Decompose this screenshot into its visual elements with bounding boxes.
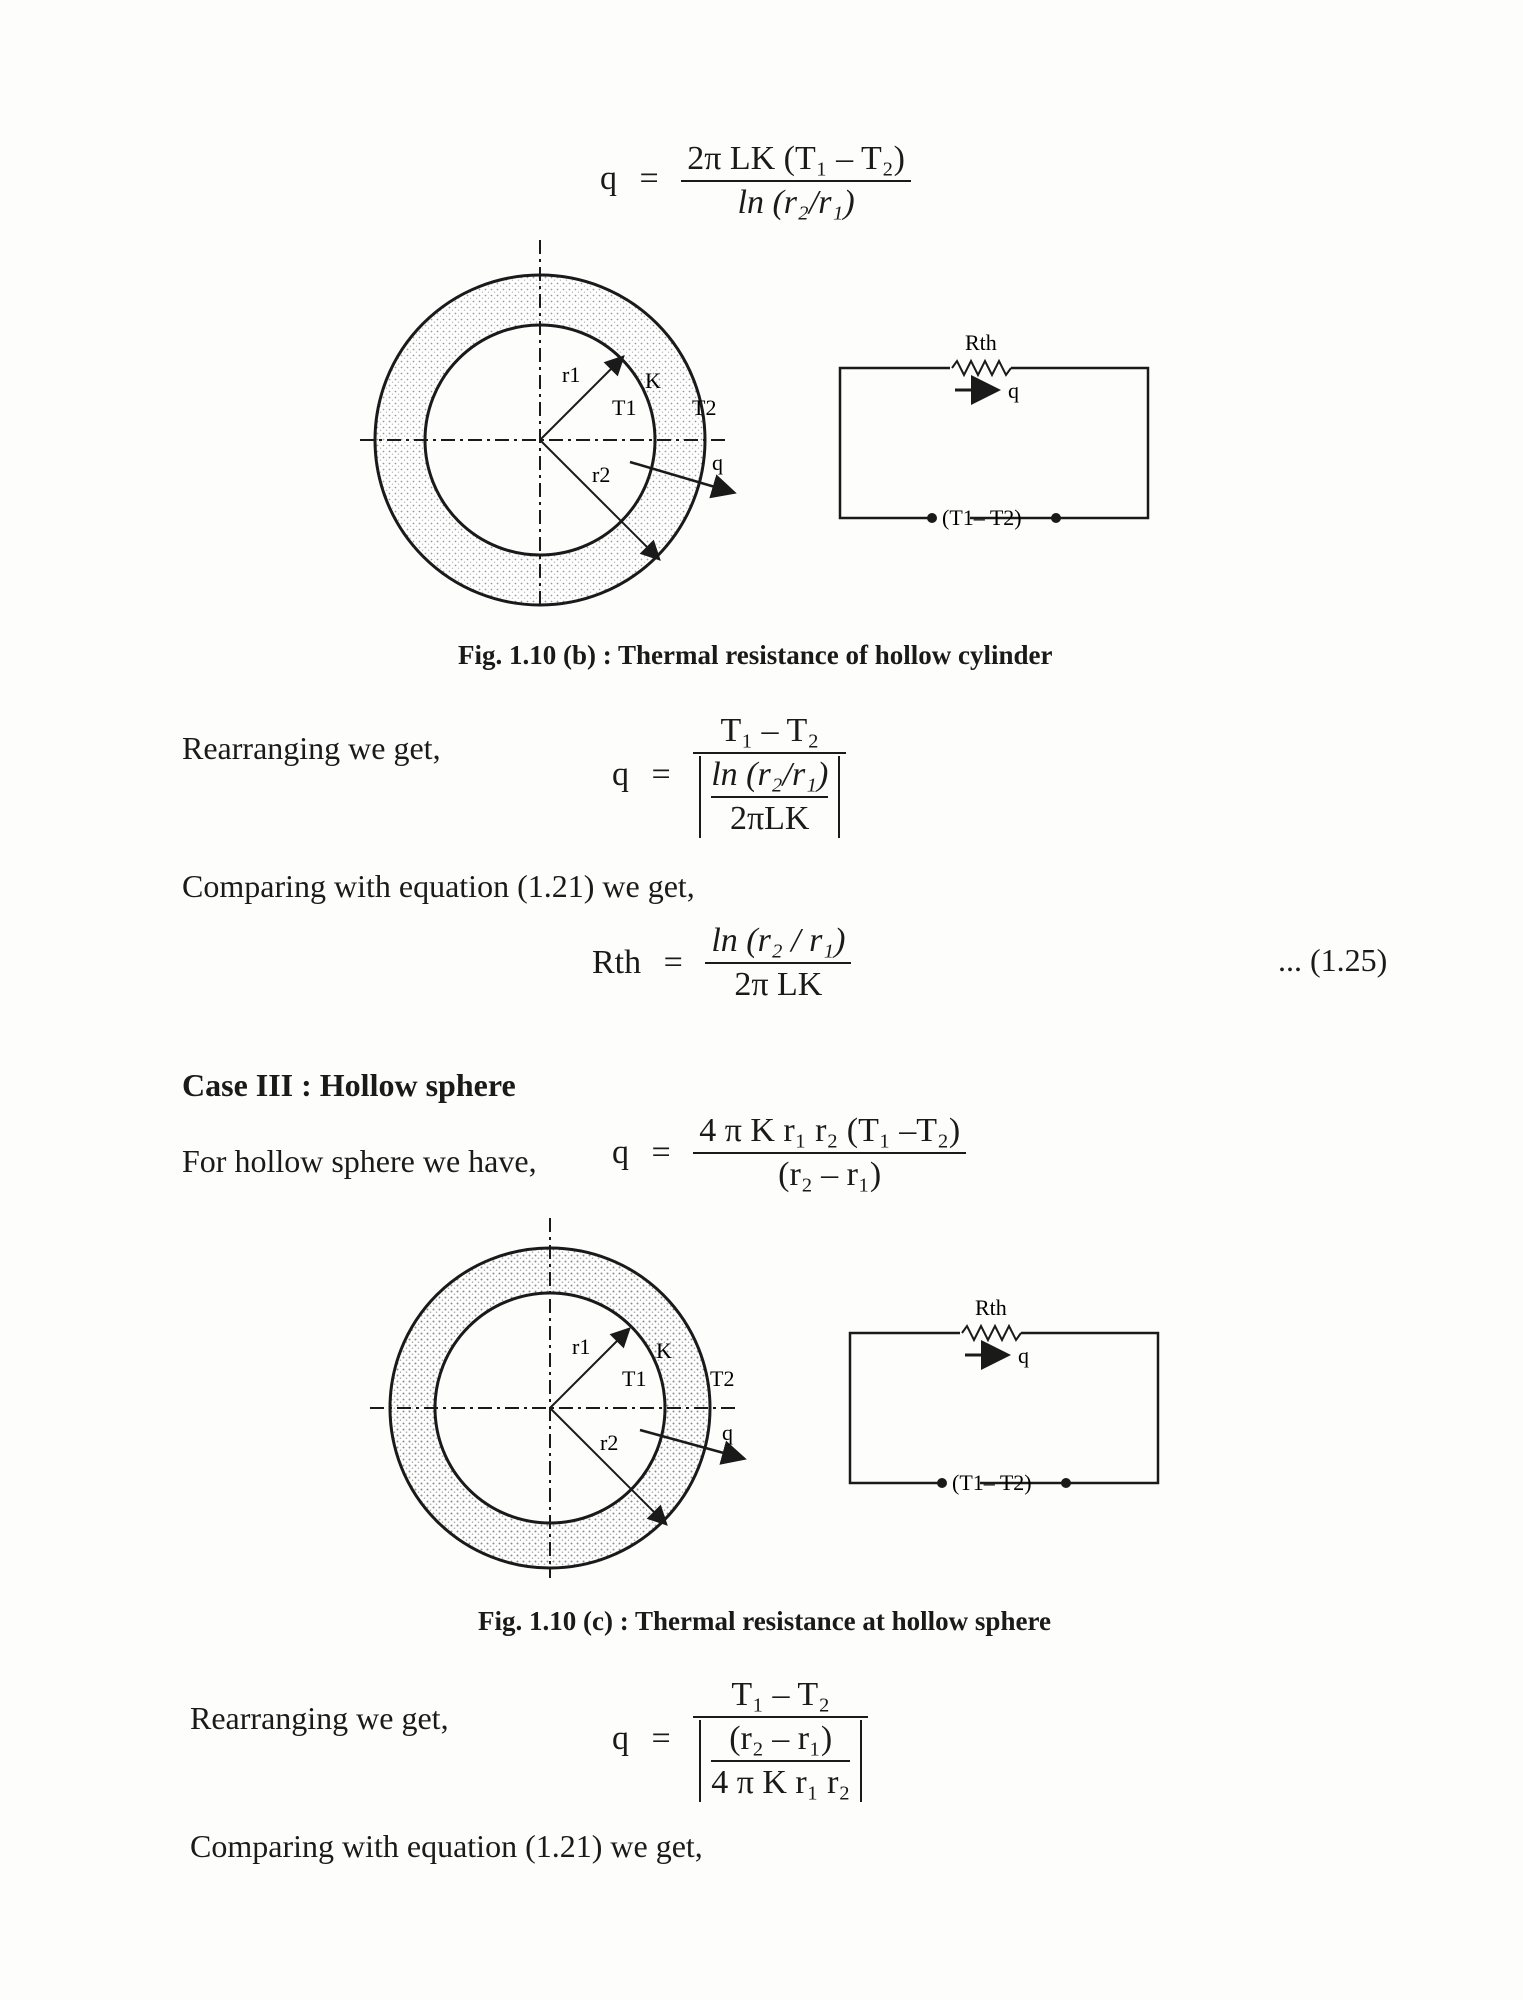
dt-label: (T1– T2)	[952, 1470, 1032, 1495]
rearranging-text-1: Rearranging we get,	[182, 730, 441, 766]
eq-sign: =	[651, 1134, 671, 1171]
eq-lhs: q	[612, 1720, 629, 1757]
inner-numerator: ln (r₂/r₁)	[711, 756, 828, 798]
q-label: q	[722, 1420, 733, 1445]
k-label: K	[645, 368, 661, 393]
r2-label: r2	[600, 1430, 619, 1455]
terminal-dot-right	[1061, 1478, 1071, 1488]
circuit-q-label: q	[1008, 378, 1019, 403]
eq-sign: =	[639, 159, 659, 197]
eq-denominator	[693, 754, 846, 838]
bracketed-term	[699, 756, 840, 838]
inner-denominator: 4 π K r₁ r₂	[711, 1764, 851, 1801]
eq-lhs: Rth	[592, 944, 642, 981]
eq-denominator	[693, 1718, 868, 1802]
eq-sign: =	[651, 1720, 671, 1757]
terminal-dot-left	[937, 1478, 947, 1488]
t2-label: T2	[692, 395, 717, 420]
terminal-dot-right	[1051, 513, 1061, 523]
r1-label: r1	[562, 362, 581, 387]
eq-denominator: 2π LK	[734, 966, 823, 1003]
eq-lhs: q	[612, 1134, 629, 1171]
k-label: K	[656, 1338, 672, 1363]
resistor-symbol	[962, 1326, 1021, 1340]
fig-c-diagram	[360, 1218, 1180, 1578]
comparing-text-2: Comparing with equation (1.21) we get,	[190, 1828, 703, 1864]
eq-lhs: q	[612, 756, 629, 793]
rth-cylinder-equation	[592, 922, 851, 1004]
inner-denominator: 2πLK	[730, 800, 810, 837]
circuit-wire-left	[840, 368, 950, 410]
equation-number-1-25: ... (1.25)	[1278, 942, 1388, 978]
eq-numerator: 2π LK (T₁ – T₂)	[681, 140, 911, 182]
sphere-cross-section	[370, 1218, 742, 1578]
eq-fraction	[705, 922, 851, 1004]
circuit-wire-bottom	[850, 1378, 942, 1483]
comparing-text-1: Comparing with equation (1.21) we get,	[182, 868, 695, 904]
eq-sign: =	[663, 944, 683, 981]
eq-fraction	[681, 140, 911, 222]
eq-denominator: (r₂ – r₁)	[778, 1156, 882, 1193]
t2-label: T2	[710, 1366, 735, 1391]
hollow-sphere-text: For hollow sphere we have,	[182, 1143, 537, 1179]
eq-numerator: T₁ – T₂	[693, 712, 846, 754]
circuit-wire-bottom	[840, 410, 932, 518]
dt-label: (T1– T2)	[942, 505, 1022, 530]
rearranged-equation-2	[612, 1676, 868, 1802]
rth-label: Rth	[965, 330, 997, 355]
thermal-circuit-b	[840, 330, 1148, 530]
eq-fraction	[693, 1676, 868, 1802]
eq-fraction	[693, 1112, 966, 1194]
sphere-heat-equation	[612, 1112, 966, 1194]
eq-numerator: 4 π K r₁ r₂ (T₁ –T₂)	[693, 1112, 966, 1154]
eq-denominator: ln (r₂/r₁)	[737, 184, 855, 221]
t1-label: T1	[612, 395, 637, 420]
case-iii-heading: Case III : Hollow sphere	[182, 1067, 516, 1103]
fig-b-diagram	[340, 240, 1180, 610]
circuit-q-label: q	[1018, 1343, 1029, 1368]
r1-label: r1	[572, 1334, 591, 1359]
fig-c-caption: Fig. 1.10 (c) : Thermal resistance at hollow sphere	[478, 1606, 1051, 1636]
eq-lhs: q	[600, 159, 617, 197]
bracketed-term	[699, 1720, 862, 1802]
rearranged-equation-1	[612, 712, 846, 838]
cylinder-heat-equation	[600, 140, 911, 222]
inner-numerator: (r₂ – r₁)	[711, 1720, 850, 1762]
thermal-circuit-c	[850, 1295, 1158, 1495]
eq-fraction	[693, 712, 846, 838]
resistor-symbol	[952, 361, 1011, 375]
q-label: q	[712, 450, 723, 475]
terminal-dot-left	[927, 513, 937, 523]
fig-b-caption: Fig. 1.10 (b) : Thermal resistance of hollow cylinder	[458, 640, 1053, 670]
t1-label: T1	[622, 1366, 647, 1391]
circuit-wire-right	[980, 1333, 1158, 1483]
rth-label: Rth	[975, 1295, 1007, 1320]
rearranging-text-2: Rearranging we get,	[190, 1700, 449, 1736]
r2-label: r2	[592, 462, 611, 487]
eq-sign: =	[651, 756, 671, 793]
circuit-wire-left	[850, 1333, 960, 1378]
eq-numerator: T₁ – T₂	[693, 1676, 868, 1718]
circuit-wire-right	[970, 368, 1148, 518]
cylinder-cross-section	[360, 240, 732, 610]
eq-numerator: ln (r₂ / r₁)	[705, 922, 851, 964]
